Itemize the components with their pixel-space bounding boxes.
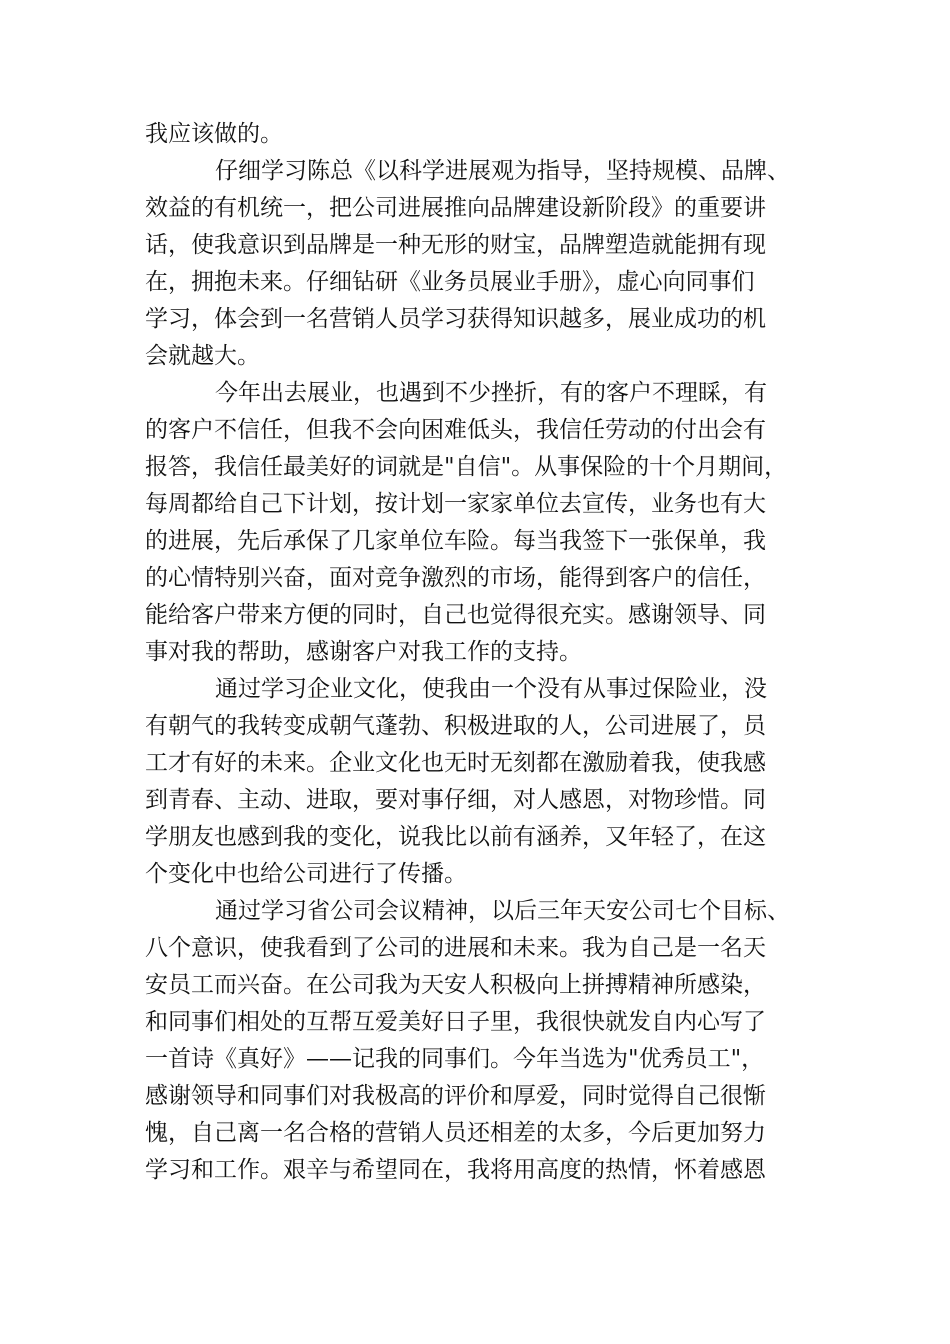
text-line: 事对我的帮助，感谢客户对我工作的支持。 xyxy=(145,639,582,665)
text-line: 一首诗《真好》——记我的同事们。今年当选为"优秀员工"， xyxy=(145,1046,765,1072)
text-line: 话，使我意识到品牌是一种无形的财宝，品牌塑造就能拥有现 xyxy=(145,232,766,258)
text-line: 八个意识，使我看到了公司的进展和未来。我为自己是一名天 xyxy=(145,935,766,961)
text-line: 有朝气的我转变成朝气蓬勃、积极进取的人，公司进展了，员 xyxy=(145,713,766,739)
text-line: 工才有好的未来。企业文化也无时无刻都在激励着我，使我感 xyxy=(145,750,766,776)
text-line: 我应该做的。 xyxy=(145,121,283,147)
text-line: 安员工而兴奋。在公司我为天安人积极向上拼搏精神所感染， xyxy=(145,972,766,998)
text-line: 的客户不信任，但我不会向困难低头，我信任劳动的付出会有 xyxy=(145,417,766,443)
paragraph-first-line: 通过学习省公司会议精神，以后三年天安公司七个目标、 xyxy=(215,898,790,924)
text-line: 效益的有机统一，把公司进展推向品牌建设新阶段》的重要讲 xyxy=(145,195,766,221)
document-body xyxy=(145,116,805,1189)
text-line: 的进展，先后承保了几家单位车险。每当我签下一张保单，我 xyxy=(145,528,766,554)
paragraph-first-line: 仔细学习陈总《以科学进展观为指导，坚持规模、品牌、 xyxy=(215,158,790,184)
text-line: 和同事们相处的互帮互爱美好日子里，我很快就发自内心写了 xyxy=(145,1009,766,1035)
text-line: 在，拥抱未来。仔细钻研《业务员展业手册》，虚心向同事们 xyxy=(145,269,755,295)
text-line: 愧，自己离一名合格的营销人员还相差的太多，今后更加努力 xyxy=(145,1120,766,1146)
text-line: 学朋友也感到我的变化，说我比以前有涵养，又年轻了，在这 xyxy=(145,824,766,850)
text-line: 每周都给自己下计划，按计划一家家单位去宣传，业务也有大 xyxy=(145,491,766,517)
text-line: 报答，我信任最美好的词就是"自信"。从事保险的十个月期间， xyxy=(145,454,788,480)
text-line: 个变化中也给公司进行了传播。 xyxy=(145,861,467,887)
text-line: 到青春、主动、进取，要对事仔细，对人感恩，对物珍惜。同 xyxy=(145,787,766,813)
text-line: 会就越大。 xyxy=(145,343,260,369)
text-line: 的心情特别兴奋，面对竞争激烈的市场，能得到客户的信任， xyxy=(145,565,766,591)
text-line: 能给客户带来方便的同时，自己也觉得很充实。感谢领导、同 xyxy=(145,602,766,628)
text-line: 感谢领导和同事们对我极高的评价和厚爱，同时觉得自己很惭 xyxy=(145,1083,766,1109)
paragraph-first-line: 今年出去展业，也遇到不少挫折，有的客户不理睬，有 xyxy=(215,380,767,406)
text-line: 学习和工作。艰辛与希望同在，我将用高度的热情，怀着感恩 xyxy=(145,1157,766,1183)
text-line: 学习，体会到一名营销人员学习获得知识越多，展业成功的机 xyxy=(145,306,766,332)
paragraph-first-line: 通过学习企业文化，使我由一个没有从事过保险业，没 xyxy=(215,676,767,702)
